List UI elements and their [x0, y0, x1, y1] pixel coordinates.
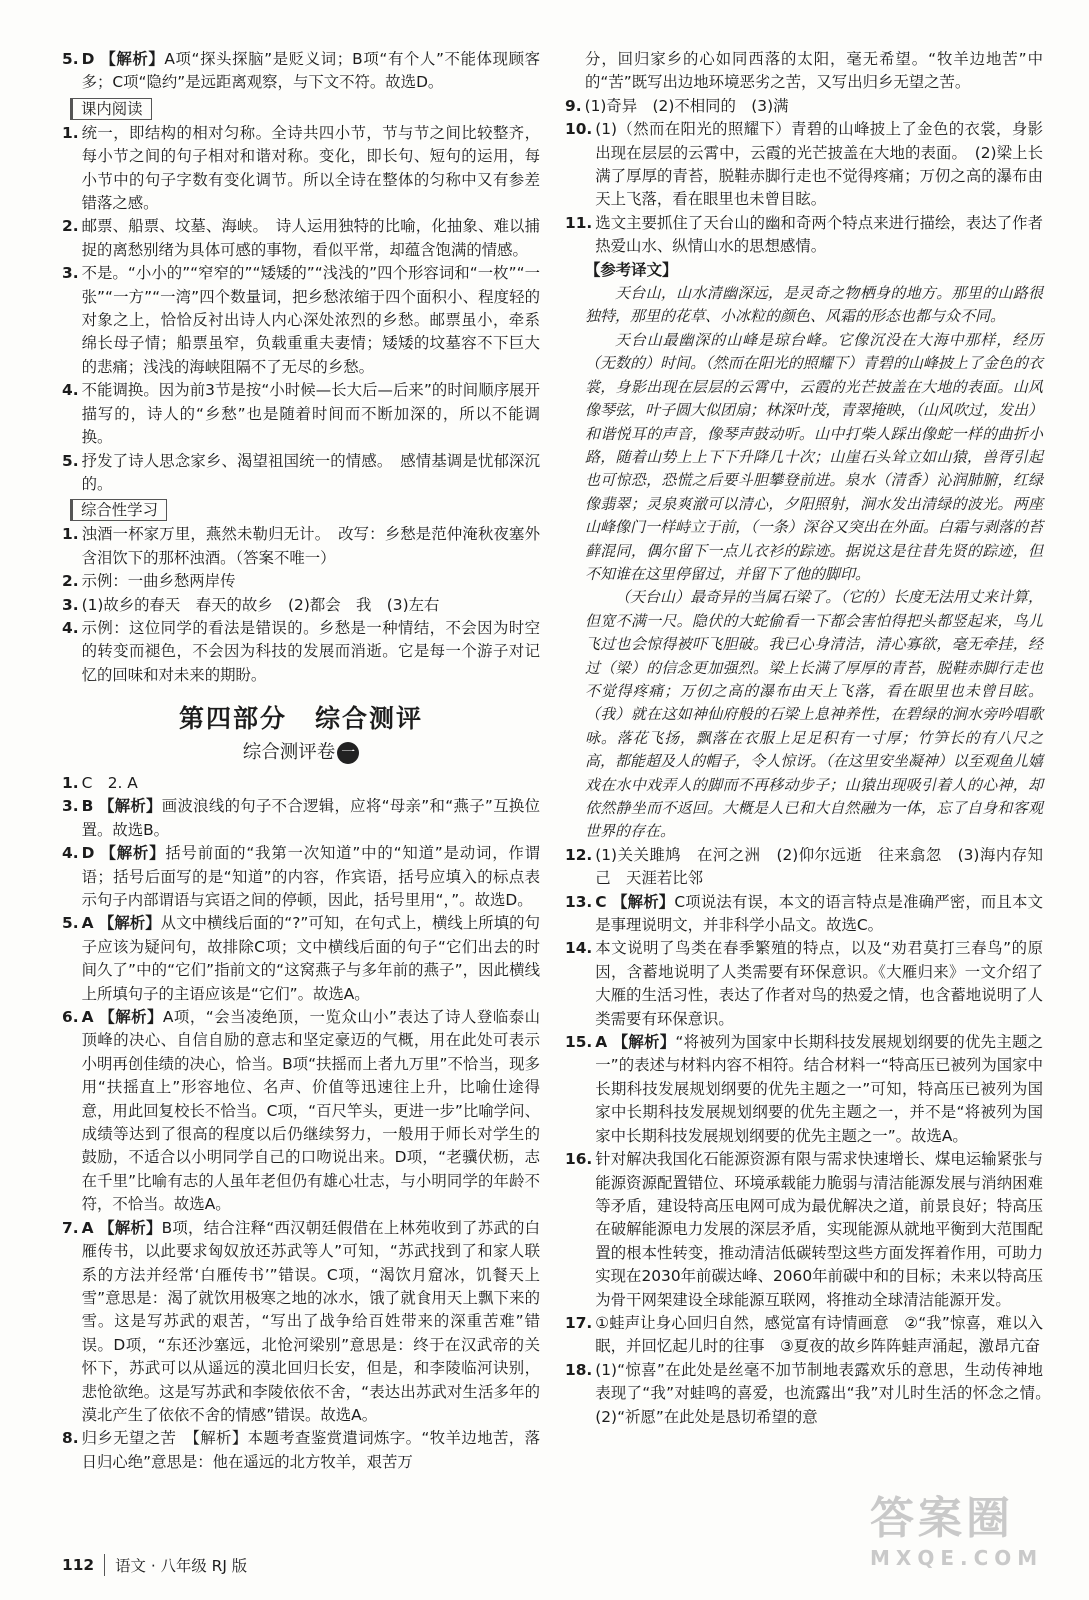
- paper-title: 综合测评卷 一: [62, 741, 540, 764]
- answer-item: [62, 772, 540, 795]
- left-column: [62, 48, 540, 1474]
- item-number: 5.: [62, 914, 79, 933]
- answer-item: [62, 523, 540, 570]
- answer-item: [62, 262, 540, 379]
- answer-item: [565, 937, 1043, 1031]
- answer-item: [565, 1031, 1043, 1148]
- answer-item: [62, 48, 540, 95]
- answer-item: [565, 1148, 1043, 1312]
- item-number: 11.: [565, 213, 593, 232]
- answer-item: [565, 118, 1043, 212]
- answer-text: 针对解决我国化石能源资源有限与需求快速增长、煤电运输紧张与能源资源配置错位、环境承载能力脆弱与清洁能源发展与消纳困难等矛盾，建设特高压电网可成为最优解决之道，前景良好；特高压在破解能源电力发展的深层矛盾，实现能源从就地平衡到大范围配置的根本性转变，推动清洁低碳转型这些方面发挥着作用，可助力实现在2030年前碳达峰、2060年前碳中和的目标；未来以特高压为骨干网架建设全球能源互联网，将推动全球清洁能源开发。: [595, 1150, 1043, 1309]
- item-number: 1.: [62, 525, 79, 544]
- translation-paragraph: 天台山最幽深的山峰是琼台峰。它像沉没在大海中那样，经历（无数的）时间。（然而在阳光的照耀下）青碧的山峰披上了金色的衣裳，身影出现在层层的云霄中，云霞的光芒披盖在大地的表面。山风像琴弦，叶子圆大似团扇；林深叶茂，青翠掩映，（山风吹过，发出）和谐悦耳的声音，像琴声鼓动听。山中打柴人踩出像蛇一样的曲折小路，随着山势上上下下升降几十次；山崖石头耸立如山猿，兽胥引起也可惊恐，恐慌之后要斗胆攀登前进。泉水（清香）沁润肺腑，红绿像翡翠；灵泉爽澈可以清心，夕阳照射，涧水发出清绿的波光。两座山峰像门一样峙立于前，（一条）深谷又突出在外面。白霜与剥落的苔藓混同，偶尔留下一点儿衣衫的踪迹。据说这是往昔先贤的踪迹，但不知谁在这里停留过，并留下了他的脚印。: [585, 330, 1043, 583]
- answer-text: (1)（然而在阳光的照耀下）青碧的山峰披上了金色的衣裳，身影出现在层层的云霄中，云霞的光芒披盖在大地的表面。 (2)梁上长满了厚厚的青苔，脱鞋赤脚行走也不觉得疼痛；万仞之高的瀑布由天上飞落，看在眼里也未曾目眩。: [595, 120, 1043, 209]
- answer-text: A项“探头探脑”是贬义词；B项“有个人”不能体现顾客多；C项“隐约”是远距离观察，与下文不符。故选D。: [81, 50, 540, 92]
- item-number: 12.: [565, 845, 593, 864]
- item-number: 3.: [62, 797, 79, 816]
- answer-text: 示例：这位同学的看法是错误的。乡愁是一种情结，不会因为时空的转变而褪色，不会因为科技的发展而消逝。它是每一个游子对记忆的回味和对未来的期盼。: [81, 618, 540, 684]
- item-number: 4.: [62, 381, 79, 400]
- answer-item: [62, 570, 540, 593]
- item-number: 2.: [62, 217, 79, 236]
- translation-paragraph: 天台山，山水清幽深远，是灵奇之物栖身的地方。那里的山路很独特，那里的花草、小冰粒的颜色、风霜的形态也都与众不同。: [585, 284, 1043, 326]
- answer-item: [62, 842, 540, 912]
- answer-continuation: 分，回归家乡的心如同西落的太阳，毫无希望。“牧羊边地苦”中的“苦”既写出边地环境恶劣之苦，又写出归乡无望之苦。: [585, 50, 1043, 92]
- answer-text: C项说法有误，本文的语言特点是准确严密，而且本文是事理说明文，并非科学小品文。故选C。: [595, 892, 1044, 935]
- answer-tag: A 【解析】: [81, 1218, 162, 1237]
- answer-text: (1)奇异 (2)不相同的 (3)满: [584, 96, 789, 115]
- answer-text: A项，“会当凌绝顶，一览众山小”表达了诗人登临泰山顶峰的决心、自信自励的意志和坚定豪迈的气概，用在此处可表示小明再创佳绩的决心，恰当。B项“扶摇而上者九万里”不恰当，现多用“扶摇直上”形容地位、名声、价值等迅速往上升，比喻仕途得意，用此回复校长不恰当。C项，“百尺竿头，更进一步”比喻学问、成绩等达到了很高的程度以后仍继续努力，一般用于师长对学生的鼓励，不适合以小明同学自己的口吻说出来。D项，“老骥伏枥，志在千里”比喻有志的人虽年老但仍有雄心壮志，与小明同学的年龄不符，不恰当。故选A。: [81, 1008, 540, 1214]
- item-number: 2.: [62, 572, 79, 591]
- part-title: 第四部分 综合测评: [178, 704, 424, 734]
- item-number: 4.: [62, 844, 79, 863]
- answer-tag: D 【解析】: [81, 844, 166, 863]
- answer-tag: A 【解析】: [595, 1033, 676, 1052]
- page-footer: [62, 1554, 247, 1576]
- translation-paragraph: （天台山）最奇异的当属石梁了。（它的）长度无法用丈来计算，但宽不满一尺。隐伏的大蛇偷看一下都会害怕得把头都竖起来，鸟儿飞过也会惊得被吓飞胆破。我已心身清洁，清心寡欲，毫无牵挂，经过（梁）的信念更加强烈。梁上长满了厚厚的青苔，脱鞋赤脚行走也不觉得疼痛；万仞之高的瀑布由天上飞落，看在眼里也未曾目眩。（我）就在这如神仙府般的石梁上息神养性，在碧绿的涧水旁吟唱歌咏。落花飞扬，飘落在衣服上足足积有一寸厚；竹笋长的有八尺之高，都能超及人的帽子，令人惊讶。（在这里安坐凝神）以至观鱼儿嬉戏在水中戏弄人的脚而不再移动步子；山猿出现吸引着人的心神，却依然静坐而不返回。大概是人已和大自然融为一体，忘了自身和客观世界的存在。: [585, 588, 1043, 841]
- answer-text: (1)“惊喜”在此处是丝毫不加节制地表露欢乐的意思，生动传神地表现了“我”对蛙鸣的喜爱，也流露出“我”对儿时生活的怀念之情。 (2)“祈愿”在此处是恳切希望的意: [595, 1360, 1059, 1426]
- item-number: 17.: [565, 1313, 593, 1332]
- answer-item: [62, 1006, 540, 1217]
- item-number: 18.: [565, 1360, 593, 1379]
- answer-item: [62, 122, 540, 216]
- answer-text: 从文中横线后面的“?”可知，在句式上，横线上所填的句子应该为疑问句，故排除C项；文中横线后面的句子“它们出去的时间久了”中的“它们”指前文的“这窝燕子与多年前的燕子”，因此横线上所填句子的主语应该是“它们”。故选A。: [81, 914, 540, 1003]
- paper-number-badge: 一: [337, 742, 359, 764]
- answer-item: [565, 844, 1043, 891]
- item-number: 5.: [62, 50, 79, 68]
- answer-text: C 2. A: [81, 773, 138, 792]
- watermark-logo: 答案圈 MXQE.COM: [870, 1493, 1044, 1570]
- footer-divider: [104, 1554, 105, 1576]
- reference-translation: [565, 282, 1043, 844]
- answer-item: [62, 1427, 540, 1474]
- item-number: 1.: [62, 123, 79, 142]
- answer-text: 本文说明了鸟类在春季繁殖的特点，以及“劝君莫打三春鸟”的原因，含蓄地说明了人类需要有环保意识。《大雁归来》一文介绍了大雁的生活习性，表达了作者对鸟的热爱之情，也含蓄地说明了人类需要有环保意识。: [595, 939, 1043, 1028]
- answer-tag: D 【解析】: [81, 50, 165, 68]
- answer-item: [62, 912, 540, 1006]
- study-answers: [62, 523, 540, 687]
- item-number: 13.: [565, 892, 593, 911]
- answer-text: 不能调换。因为前3节是按“小时候—长大后—后来”的时间顺序展开描写的，诗人的“乡愁”也是随着时间而不断加深的，所以不能调换。: [81, 381, 540, 447]
- item-number: 8.: [62, 1429, 79, 1448]
- item-number: 3.: [62, 595, 79, 614]
- item-number: 9.: [565, 96, 582, 115]
- answer-item: [565, 95, 1043, 118]
- answer-text: 抒发了诗人思念家乡、渴望祖国统一的情感。 感情基调是忧郁深沉的。: [81, 451, 540, 493]
- answer-text: 选文主要抓住了天台山的幽和奇两个特点来进行描绘，表达了作者热爱山水、纵情山水的思想感情。: [595, 213, 1043, 256]
- answer-item: [62, 1217, 540, 1428]
- answer-text: ①蛙声让身心回归自然，感觉富有诗情画意 ②“我”惊喜，难以入眠，并回忆起儿时的往事 ③夏夜的故乡阵阵蛙声涌起，激昂亢奋: [595, 1313, 1043, 1356]
- answer-text: 邮票、船票、坟墓、海峡。 诗人运用独特的比喻，化抽象、难以捕捉的离愁别绪为具体可感的事物，看似平常，却蕴含饱满的情感。: [81, 217, 540, 259]
- answer-tag: A 【解析】: [81, 914, 161, 933]
- section-header-reading: 课内阅读: [70, 98, 152, 120]
- answer-text: (1)故乡的春天 春天的故乡 (2)都会 我 (3)左右: [81, 595, 440, 614]
- page-number: 112: [62, 1556, 95, 1574]
- reference-translation-label: 【参考译文】: [585, 260, 678, 279]
- answer-text: 不是。“小小的”“窄窄的”“矮矮的”“浅浅的”四个形容词和“一枚”“一张”“一方”“一湾”四个数量词，把乡愁浓缩于四个面积小、程度轻的对象之上，恰恰反衬出诗人内心深处浓烈的乡愁。邮票虽小，牵系绵长母子情；船票虽窄，负载重重夫妻情；矮矮的坟墓容不下巨大的悲痛；浅浅的海峡阻隔不了无尽的乡愁。: [81, 264, 540, 376]
- right-column: [565, 48, 1059, 1429]
- answer-text: 画波浪线的句子不合逻辑，应将“母亲”和“燕子”互换位置。故选B。: [81, 797, 540, 839]
- answer-item: [565, 1312, 1043, 1359]
- answer-item: [565, 212, 1043, 259]
- answer-text: 归乡无望之苦 【解析】本题考查鉴赏遣词炼字。“牧羊边地苦，落日归心绝”意思是：他在遥远的北方牧羊，艰苦万: [81, 1429, 540, 1471]
- answer-item: [62, 594, 540, 617]
- answer-text: 浊酒一杯家万里，燕然未勒归无计。 改写：乡愁是范仲淹秋夜塞外含泪饮下的那杯浊酒。（答案不唯一）: [81, 525, 540, 567]
- answer-item: [62, 215, 540, 262]
- right-answers-a: [565, 95, 1043, 259]
- item-number: 16.: [565, 1150, 593, 1169]
- answer-text: B项，结合注释“西汉朝廷假借在上林苑收到了苏武的白雁传书，以此要求匈奴放还苏武等人”可知，“苏武找到了和家人联系的方法并经常‘白雁传书’”错误。C项，“渴饮月窟冰，饥餐天上雪”意思是：渴了就饮用极寒之地的冰水，饿了就食用天上飘下来的雪。这是写苏武的艰苦，“写出了战争给百姓带来的深重苦难”错误。D项，“东还沙塞远，北怆河梁别”意思是：终于在汉武帝的关怀下，苏武可以从遥远的漠北回归长安，但是，和李陵临河诀别，悲怆欲绝。这是写苏武和李陵依依不舍，“表达出苏武对生活多年的漠北产生了依依不舍的情感”错误。故选A。: [81, 1218, 540, 1424]
- answer-text: (1)关关雎鸠 在河之洲 (2)仰尔远逝 往来翕忽 (3)海内存知己 天涯若比邻: [595, 845, 1043, 888]
- item-number: 10.: [565, 120, 593, 139]
- answer-item: [565, 1359, 1059, 1429]
- item-number: 14.: [565, 939, 593, 958]
- item-number: 1.: [62, 773, 79, 792]
- reading-answers: [62, 122, 540, 497]
- answer-item: [62, 617, 540, 687]
- answer-tag: B 【解析】: [81, 797, 162, 816]
- answer-tag: C 【解析】: [595, 892, 675, 911]
- right-answers-b: [565, 844, 1059, 1429]
- item-number: 15.: [565, 1033, 593, 1052]
- answer-tag: A 【解析】: [81, 1008, 163, 1027]
- answer-text: 示例：一曲乡愁两岸传: [81, 572, 236, 591]
- answer-item: [62, 379, 540, 449]
- answer-item: [62, 450, 540, 497]
- item-number: 4.: [62, 618, 79, 637]
- answer-text: 括号前面的“我第一次知道”中的“知道”是动词，作谓语；括号后面写的是“知道”的内容，作宾语，括号应填入的标点表示句子内部谓语与宾语之间的停顿，因此，括号里用“，”。故选D。: [81, 844, 540, 909]
- item-number: 5.: [62, 451, 79, 470]
- answer-text: 统一，即结构的相对匀称。全诗共四小节，节与节之间比较整齐，每小节之间的句子相对和谐对称。变化，即长句、短句的运用，每小节中的句子字数有变化调节。所以全诗在整体的匀称中又有参差错落之感。: [81, 123, 540, 213]
- item-number: 7.: [62, 1218, 79, 1237]
- book-label: 语文 · 八年级 RJ 版: [115, 1557, 248, 1575]
- section-header-study: 综合性学习: [70, 499, 167, 521]
- item-number: 3.: [62, 264, 79, 283]
- test-answers: [62, 772, 540, 1474]
- answer-text: “将被列为国家中长期科技发展规划纲要的优先主题之一”的表述与材料内容不相符。结合材料一“特高压已被列为国家中长期科技发展规划纲要的优先主题之一”可知，特高压已被列为国家中长期科技发展规划纲要的优先主题之一，并不是“将被列为国家中长期科技发展规划纲要的优先主题之一”。故选A。: [595, 1033, 1043, 1145]
- answer-item: [565, 891, 1043, 938]
- item-number: 6.: [62, 1008, 79, 1027]
- answer-item: [62, 795, 540, 842]
